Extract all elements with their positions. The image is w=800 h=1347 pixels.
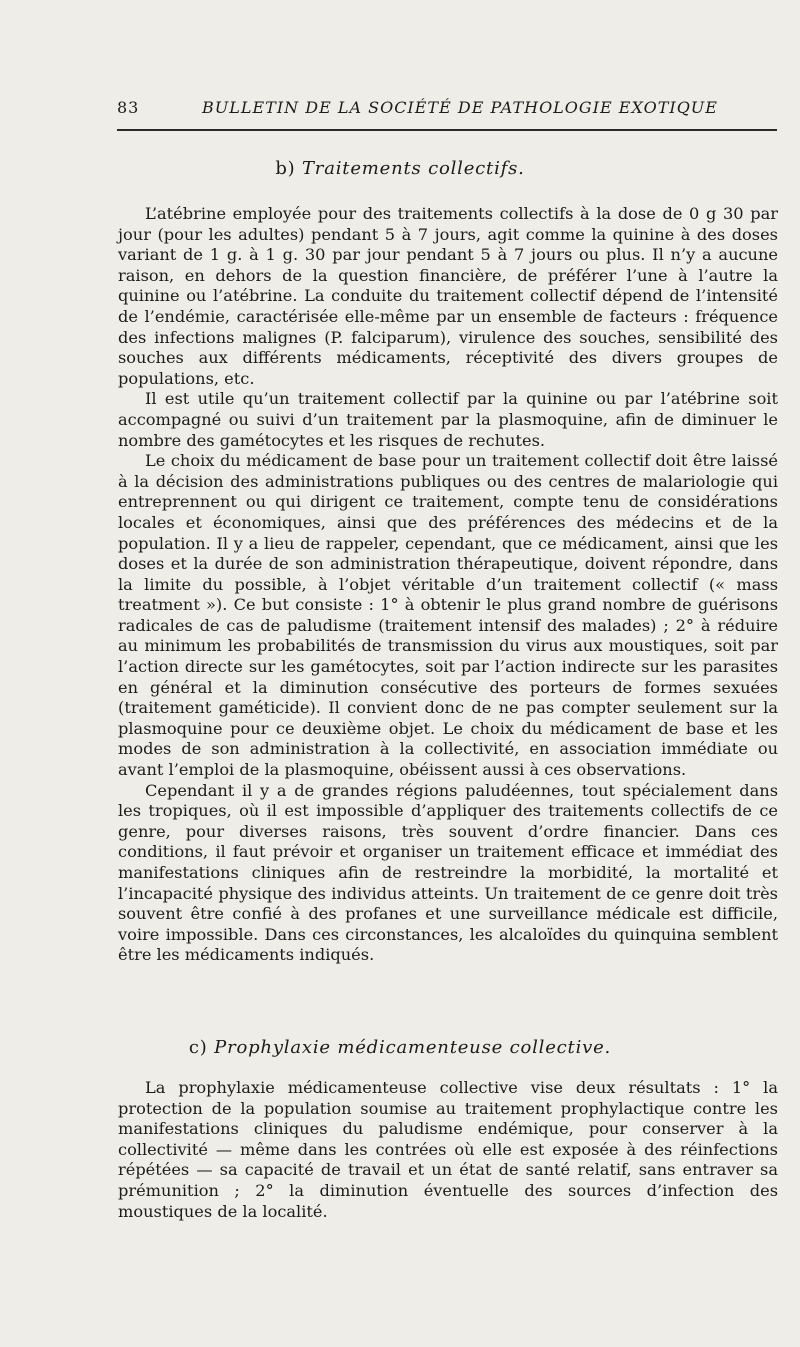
- section-c-body: [118, 1078, 778, 1222]
- paragraph: La prophylaxie médicamenteuse collective vise deux résultats : 1° la protection de la population soumise au traitement prophylactique contre les manifestations cliniques du paludisme endémique, pour conserver à la collectivité — même dans les contrées où elle est exposée à des réinfections répétées — sa capacité de travail et un état de santé relatif, sans entraver sa prémunition ; 2° la diminution éventuelle des sources d’infection des moustiques de la localité.: [118, 1078, 778, 1221]
- section-b-heading: [0, 158, 800, 179]
- page-number: 83: [117, 98, 140, 117]
- section-b-body: [118, 204, 778, 966]
- section-c-title: Prophylaxie médicamenteuse collective.: [214, 1037, 612, 1058]
- paragraph: L’atébrine employée pour des traitements collectifs à la dose de 0 g 30 par jour (pour les adultes) pendant 5 à 7 jours, agit comme la quinine à des doses variant de 1 g. à 1 g. 30 par jour pendant 5 à 7 jours ou plus. Il n’y a aucune raison, en dehors de la question financière, de préférer l’une à l’autre la quinine ou l’atébrine. La conduite du traitement collectif dépend de l’intensité de l’endémie, caractérisée elle-même par un ensemble de facteurs : fréquence des infections malignes (P. falciparum), virulence des souches, sensibilité des souches aux différents médicaments, réceptivité des divers groupes de populations, etc.: [118, 204, 778, 388]
- running-title: BULLETIN DE LA SOCIÉTÉ DE PATHOLOGIE EXOTIQUE: [202, 98, 718, 117]
- paragraph: Le choix du médicament de base pour un traitement collectif doit être laissé à la décision des administrations publiques ou des centres de malariologie qui entreprennent ou qui dirigent ce traitement, compte tenu de considérations locales et économiques, ainsi que des préférences des médecins et de la population. Il y a lieu de rappeler, cependant, que ce médicament, ainsi que les doses et la durée de son administration thérapeutique, doivent répondre, dans la limite du possible, à l’objet véritable d’un traitement collectif (« mass treatment »). Ce but consiste : 1° à obtenir le plus grand nombre de guérisons radicales de cas de paludisme (traitement intensif des malades) ; 2° à réduire au minimum les probabilités de transmission du virus aux moustiques, soit par l’action directe sur les gamétocytes, soit par l’action indirecte sur les parasites en général et la diminution consécutive des porteurs de formes sexuées (traitement gaméticide). Il convient donc de ne pas compter seulement sur la plasmoquine pour ce deuxième objet. Le choix du médicament de base et les modes de son administration à la collectivité, en association immédiate ou avant l’emploi de la plasmoquine, obéissent aussi à ces observations.: [118, 451, 778, 780]
- paragraph: Cependant il y a de grandes régions paludéennes, tout spécialement dans les tropiques, où il est impossible d’appliquer des traitements collectifs de ce genre, pour diverses raisons, très souvent d’ordre financier. Dans ces conditions, il faut prévoir et organiser un traitement efficace et immédiat des manifestations cliniques afin de restreindre la morbidité, la mortalité et l’incapacité physique des individus atteints. Un traitement de ce genre doit très souvent être confié à des profanes et une surveillance médicale est difficile, voire impossible. Dans ces circonstances, les alcaloïdes du quinquina semblent être les médicaments indiqués.: [118, 780, 778, 965]
- paragraph: Il est utile qu’un traitement collectif par la quinine ou par l’atébrine soit accompagné ou suivi d’un traitement par la plasmoquine, afin de diminuer le nombre des gamétocytes et les risques de rechutes.: [118, 389, 778, 450]
- header-rule: [117, 129, 777, 131]
- section-c-marker: c): [188, 1037, 208, 1058]
- section-b-title: Traitements collectifs.: [302, 158, 525, 179]
- section-b-marker: b): [275, 158, 296, 179]
- section-c-heading: [0, 1037, 800, 1058]
